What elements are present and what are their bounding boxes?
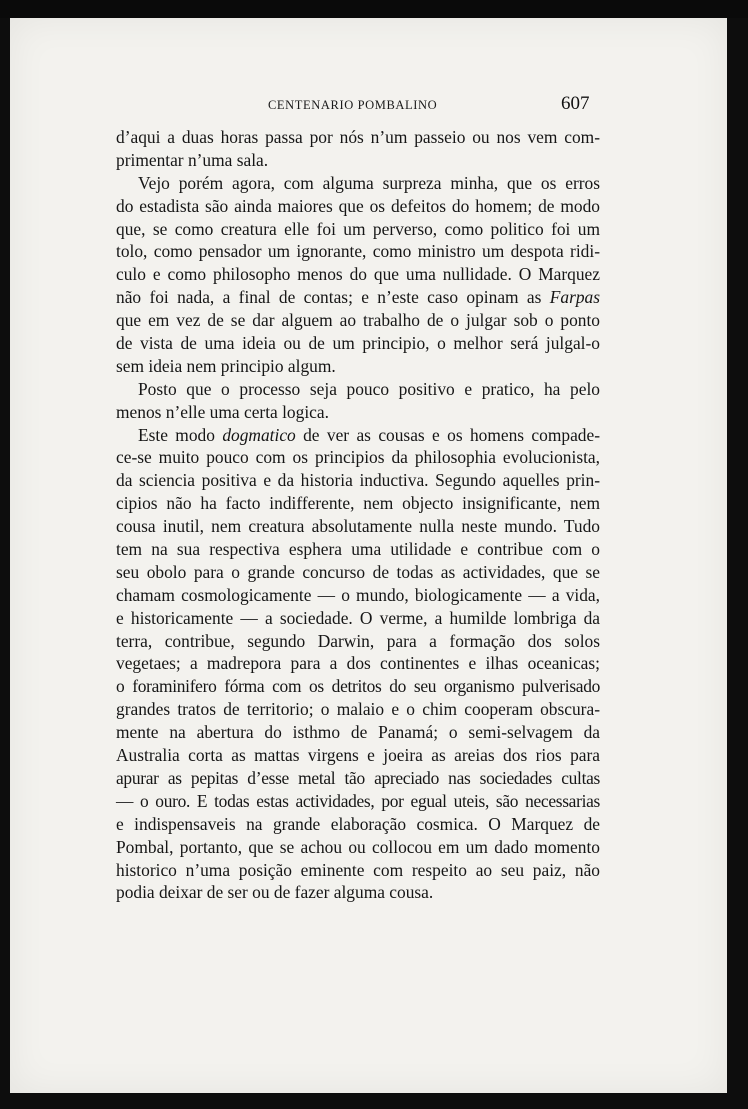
page-header [10,93,727,120]
text-line: e historicamente — a sociedade. O verme, a humilde lombriga da [116,607,600,628]
page-number: 607 [561,93,590,114]
text-line: Vejo porém agora, com alguma surpreza minha, que os erros [138,172,600,193]
text-line: podia deixar de ser ou de fazer alguma cousa. [116,882,434,903]
scan-border [0,0,748,18]
text-line: Posto que o processo seja pouco positivo e pratico, ha pelo [138,378,600,399]
text-line: vegetaes; a madrepora para a dos continentes e ilhas oceanicas; [116,653,600,674]
text-line: — o ouro. E todas estas actividades, por egual uteis, são necessarias [116,790,600,811]
text-line: Pombal, portanto, que se achou ou collocou em um dado momento [116,836,600,857]
text-line: Australia corta as mattas virgens e joeira as areias dos rios para [116,745,600,766]
text-line: tolo, como pensador um ignorante, como ministro um despota ridi- [116,241,600,262]
running-title: CENTENARIO POMBALINO [268,98,438,112]
text-line: apurar as pepitas d’esse metal tão apreciado nas sociedades cultas [116,767,600,788]
text-line: historico n’uma posição eminente com respeito ao seu paiz, não [116,859,600,880]
text-line: mente na abertura do isthmo de Panamá; o semi-selvagem da [116,722,600,743]
text-fragment: não foi nada, a final de contas; e n’este caso opinam as [116,287,542,308]
text-line: seu obolo para o grande concurso de todas as actividades, que se [116,561,600,582]
text-fragment: de ver as cousas e os homens compade- [303,424,600,445]
text-line: tem na sua respectiva esphera uma utilidade e contribue com o [116,539,600,560]
text-line: da sciencia positiva e da historia inductiva. Segundo aquelles prin- [116,470,600,491]
text-line: primentar n’uma sala. [116,149,269,170]
text-line: e indispensaveis na grande elaboração cosmica. O Marquez de [116,813,600,834]
text-line: culo e como philosopho menos do que uma nullidade. O Marquez [116,264,600,285]
text-line: de vista de uma ideia ou de um principio, o melhor será julgal-o [116,333,600,354]
text-line: menos n’elle uma certa logica. [116,401,329,422]
text-line: terra, contribue, segundo Darwin, para a formação dos solos [116,630,600,651]
text-line: do estadista são ainda maiores que os defeitos do homem; de modo [116,195,600,216]
text-line [116,286,600,309]
text-line: o foraminifero fórma com os detritos do seu organismo pulverisado [116,676,600,697]
text-line: d’aqui a duas horas passa por nós n’um passeio ou nos vem com- [116,127,600,147]
text-line: ce-se muito pouco com os principios da philosophia evolucionista, [116,447,600,468]
italic-term-farpas: Farpas [549,287,600,308]
text-line [116,424,600,447]
text-line: que em vez de se dar alguem ao trabalho de o julgar sob o ponto [116,310,600,331]
text-line: grandes tratos de territorio; o malaio e o chim cooperam obscura- [116,699,600,720]
text-line: que, se como creatura elle foi um perverso, como politico foi um [116,218,600,239]
text-line: sem ideia nem principio algum. [116,355,336,376]
text-fragment: Este modo [138,424,215,445]
italic-term-dogmatico: dogmatico [222,424,296,445]
body-text [116,126,600,904]
text-line: cipios não ha facto indifferente, nem objecto insignificante, nem [116,493,600,514]
text-line: chamam cosmologicamente — o mundo, biologicamente — a vida, [116,584,600,605]
book-page [10,18,727,1093]
text-line: cousa inutil, nem creatura absolutamente nulla neste mundo. Tudo [116,516,600,537]
